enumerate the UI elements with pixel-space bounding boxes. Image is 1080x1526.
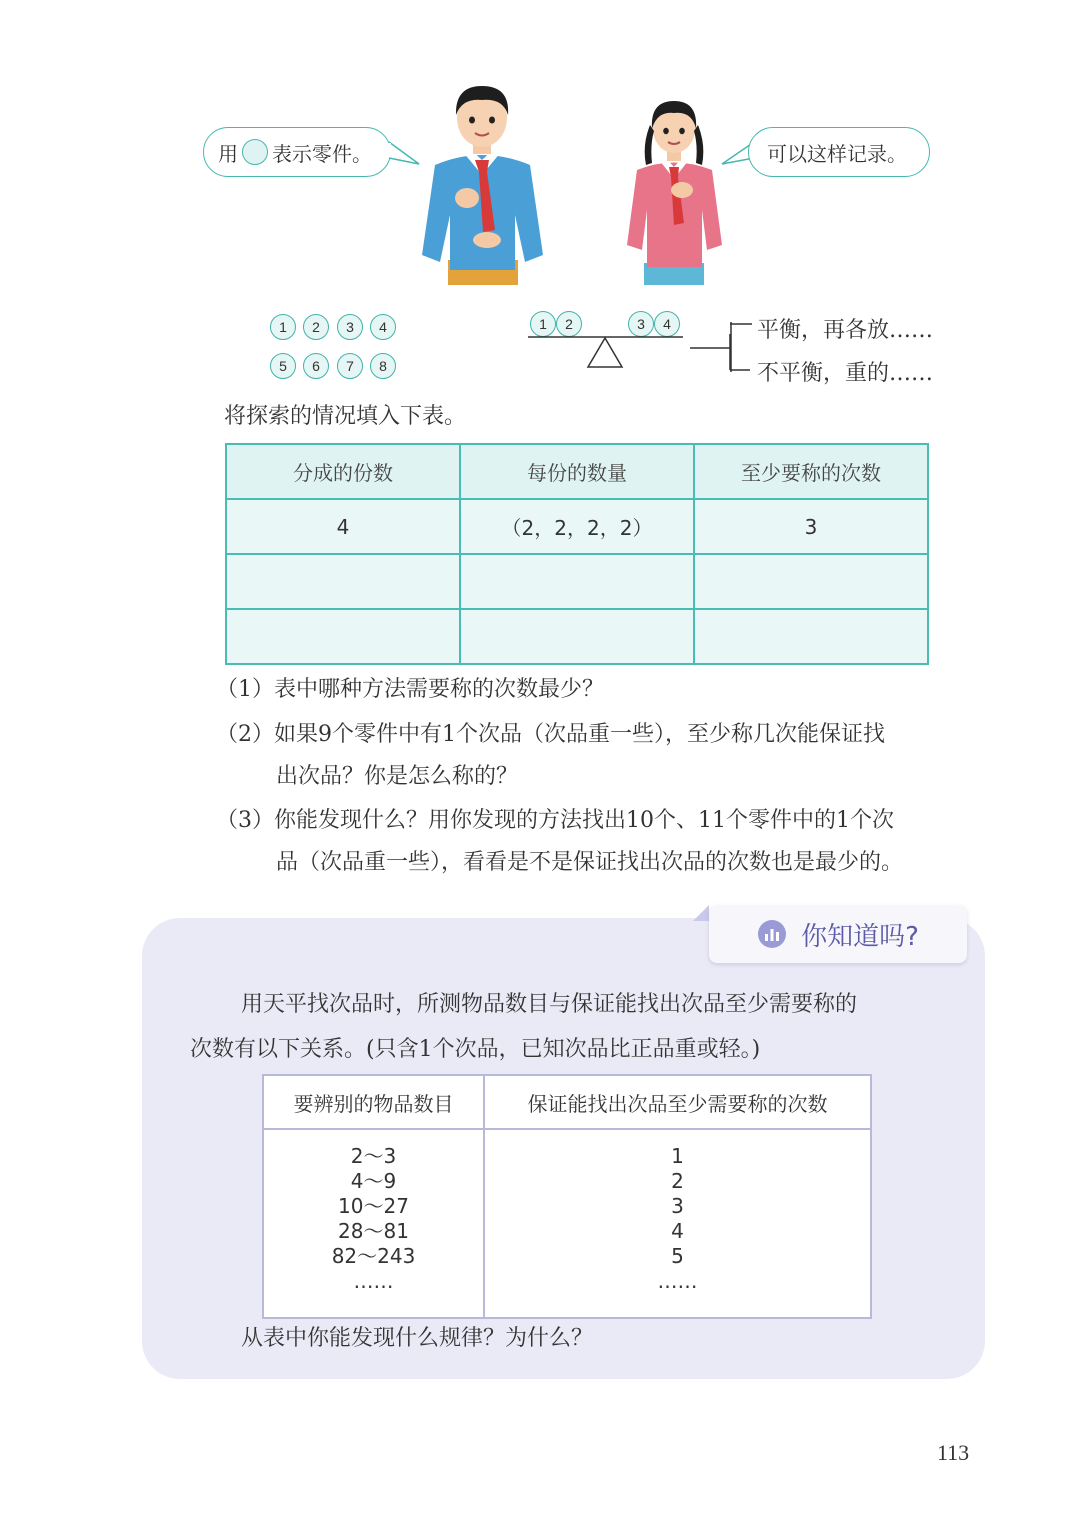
branch-unbalanced-text: 不平衡，重的……: [757, 361, 934, 386]
part-6: 6: [303, 353, 329, 379]
part-circle-icon: [242, 139, 268, 165]
speech-bubble-left: [203, 127, 391, 177]
table-cell: 3: [694, 499, 928, 554]
part-3: 3: [337, 314, 363, 340]
item-count-value: 82～243: [331, 1244, 416, 1268]
scale-right-part-3: 3: [628, 311, 654, 337]
table-cell: [694, 609, 928, 664]
branch-balanced-text: 平衡，再各放……: [757, 318, 934, 343]
scale-left-part-2: 2: [556, 311, 582, 337]
table-row: [226, 554, 928, 609]
instruction-text: 将探索的情况填入下表。: [224, 404, 467, 429]
table-cell: [460, 609, 694, 664]
exploration-table: [225, 443, 929, 665]
info-paragraph-line-1: 用天平找次品时，所测物品数目与保证能找出次品至少需要称的: [241, 992, 858, 1017]
scale-right-part-4: 4: [654, 311, 680, 337]
page-number: 113: [937, 1440, 970, 1465]
speech-bubble-right: [748, 127, 930, 177]
weighing-count-value: 1: [671, 1144, 684, 1168]
table-cell: [226, 609, 460, 664]
question-1: （1）表中哪种方法需要称的次数最少？: [216, 677, 604, 702]
table-header-cell: 至少要称的次数: [694, 444, 928, 499]
info-table-header-cell: 保证能找出次品至少需要称的次数: [484, 1075, 871, 1129]
chart-bars-icon: [757, 919, 787, 949]
bubble-left-text-post: 表示零件。: [272, 141, 372, 166]
boy-student-illustration: [415, 80, 550, 285]
weighing-count-value: 4: [671, 1219, 684, 1243]
table-header-cell: 每份的数量: [460, 444, 694, 499]
item-count-value: ……: [353, 1269, 394, 1293]
part-8: 8: [370, 353, 396, 379]
item-count-column: [263, 1129, 484, 1318]
item-count-value: 28～81: [338, 1219, 409, 1243]
table-cell: （2，2，2，2）: [460, 499, 694, 554]
weighing-count-column: [484, 1129, 871, 1318]
scale-left-part-1: 1: [530, 311, 556, 337]
info-paragraph-line-2: 次数有以下关系。(只含1个次品，已知次品比正品重或轻。): [190, 1037, 761, 1062]
part-5: 5: [270, 353, 296, 379]
did-you-know-title: 你知道吗?: [801, 921, 919, 952]
part-7: 7: [337, 353, 363, 379]
bubble-right-text: 可以这样记录。: [767, 141, 907, 166]
part-2: 2: [303, 314, 329, 340]
weighing-count-value: 5: [671, 1244, 684, 1268]
table-cell: [694, 554, 928, 609]
weighing-count-value: 3: [671, 1194, 684, 1218]
info-table-header-cell: 要辨别的物品数目: [263, 1075, 484, 1129]
info-table-body-row: [263, 1129, 871, 1318]
weighing-count-value: ……: [657, 1269, 698, 1293]
table-row: [226, 609, 928, 664]
question-2-line-1: （2）如果9个零件中有1个次品（次品重一些），至少称几次能保证找: [216, 722, 885, 747]
question-3-line-1: （3）你能发现什么？用你发现的方法找出10个、11个零件中的1个次: [216, 808, 894, 833]
bubble-left-text-pre: 用: [218, 141, 238, 166]
table-row: [226, 499, 928, 554]
table-cell: [226, 554, 460, 609]
girl-student-illustration: [622, 95, 727, 285]
item-count-value: 10～27: [338, 1194, 409, 1218]
table-header-row: [226, 444, 928, 499]
item-count-value: 2～3: [350, 1144, 397, 1168]
bracket-top-icon: [730, 322, 752, 326]
question-3-line-2: 品（次品重一些），看看是不是保证找出次品的次数也是最少的。: [276, 850, 904, 875]
info-footer-question: 从表中你能发现什么规律？为什么？: [241, 1326, 594, 1351]
did-you-know-tab: [709, 905, 967, 963]
bracket-vertical-icon: [729, 322, 733, 372]
table-cell: [460, 554, 694, 609]
question-2-line-2: 出次品？你是怎么称的？: [276, 764, 519, 789]
weighing-count-value: 2: [671, 1169, 684, 1193]
part-1: 1: [270, 314, 296, 340]
info-table-header-row: [263, 1075, 871, 1129]
part-4: 4: [370, 314, 396, 340]
table-header-cell: 分成的份数: [226, 444, 460, 499]
table-cell: 4: [226, 499, 460, 554]
item-count-value: 4～9: [350, 1169, 397, 1193]
weighing-relation-table: [262, 1074, 872, 1319]
